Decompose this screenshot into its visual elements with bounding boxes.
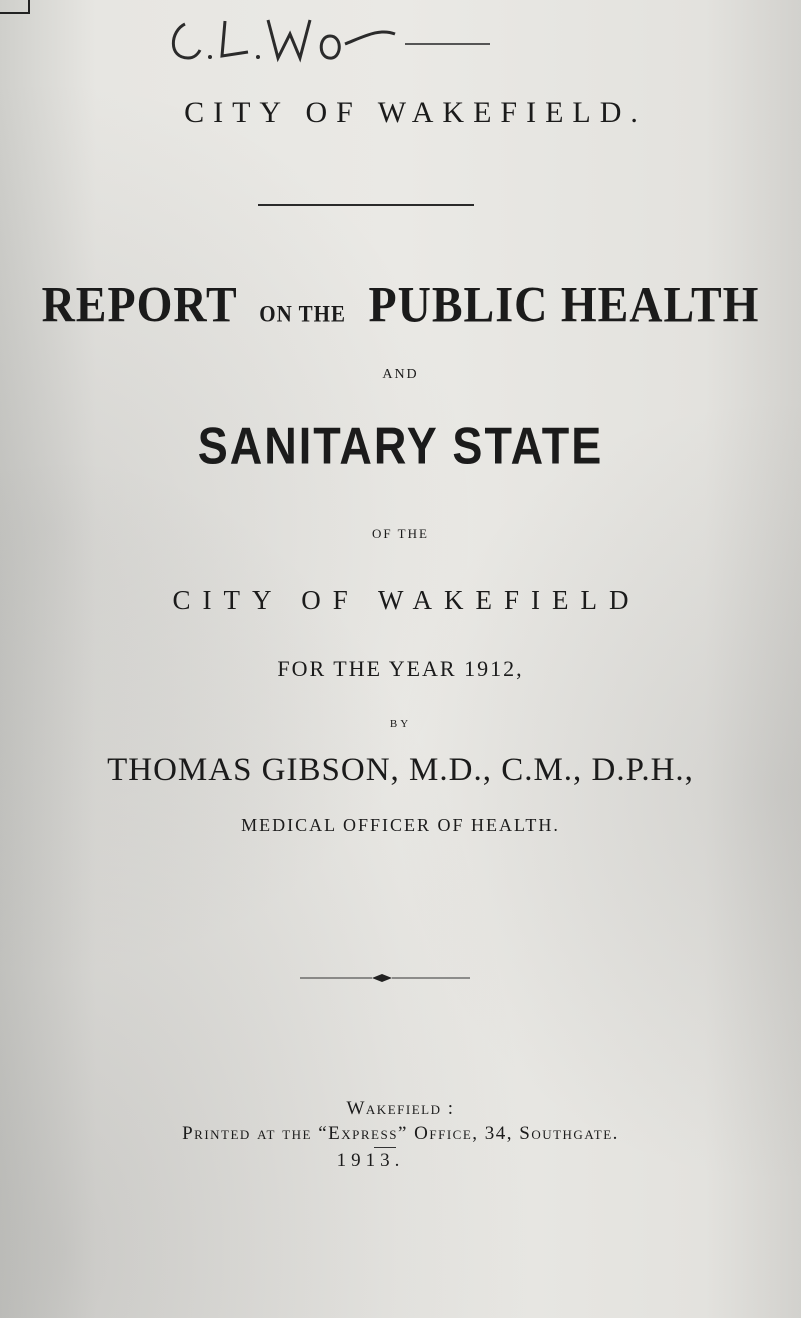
ornamental-divider: [300, 970, 470, 980]
year-line: FOR THE YEAR 1912,: [277, 656, 524, 681]
report-title-part3: PUBLIC HEALTH: [368, 276, 760, 333]
author-name: THOMAS GIBSON, M.D., C.M., D.P.H.,: [107, 752, 694, 788]
city-name: CITY OF WAKEFIELD: [172, 585, 641, 615]
subtitle-sanitary-state: SANITARY STATE: [197, 416, 604, 475]
imprint-printer: Printed at the “Express” Office, 34, Southgate.: [182, 1123, 619, 1144]
conjunction-and: AND: [382, 367, 419, 382]
by-label: BY: [389, 718, 412, 730]
city-heading: CITY OF WAKEFIELD.: [184, 96, 647, 129]
imprint-year: 1913.: [0, 1150, 801, 1172]
report-title: [0, 275, 801, 333]
imprint-place: Wakefield :: [346, 1098, 455, 1119]
report-title-part2: ON THE: [259, 300, 347, 328]
handwritten-signature: [150, 6, 495, 66]
of-the-label: OF THE: [372, 526, 429, 541]
heading-rule: [258, 204, 474, 206]
report-title-part1: REPORT: [41, 276, 237, 333]
corner-mark: [0, 0, 30, 14]
author-title: MEDICAL OFFICER OF HEALTH.: [241, 815, 560, 835]
